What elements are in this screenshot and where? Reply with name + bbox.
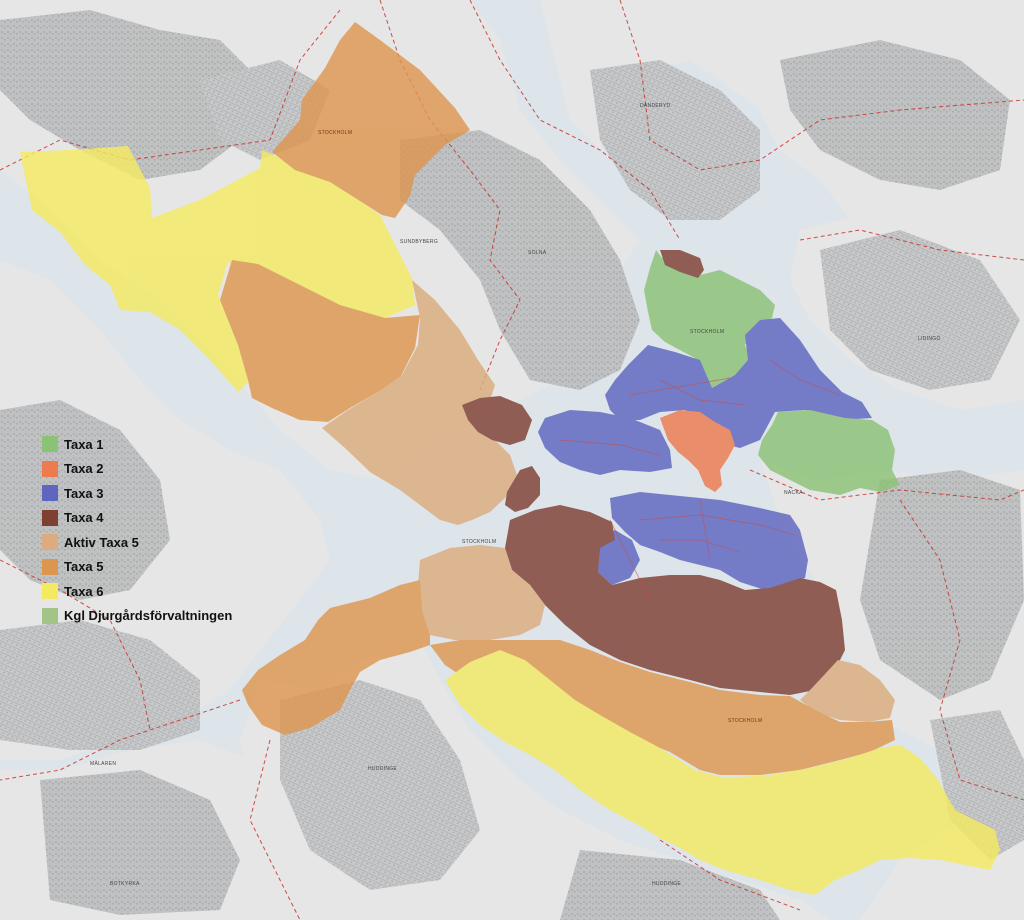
legend-item-taxa-3 <box>42 481 232 506</box>
legend-item-taxa-6 <box>42 579 232 604</box>
legend-swatch <box>42 485 58 501</box>
legend-swatch <box>42 510 58 526</box>
legend-label: Taxa 6 <box>64 583 104 599</box>
label-stockholm-north: STOCKHOLM <box>318 130 353 136</box>
label-solna: SOLNA <box>528 250 547 256</box>
label-botkyrka: BOTKYRKA <box>110 881 140 887</box>
legend-label: Taxa 1 <box>64 436 104 452</box>
legend-label: Aktiv Taxa 5 <box>64 534 139 550</box>
legend-swatch <box>42 583 58 599</box>
label-sundbyberg: SUNDBYBERG <box>400 239 439 245</box>
legend-swatch <box>42 461 58 477</box>
label-nacka: NACKA <box>784 490 803 496</box>
legend-label: Taxa 3 <box>64 485 104 501</box>
legend-item-aktiv-taxa-5 <box>42 530 232 555</box>
label-malaren: MÄLAREN <box>90 761 117 767</box>
label-huddinge: HUDDINGE <box>368 766 398 772</box>
legend-label: Taxa 4 <box>64 510 104 526</box>
label-lidingo: LIDINGÖ <box>918 336 941 342</box>
label-stockholm-city: STOCKHOLM <box>690 329 725 335</box>
legend-item-taxa-2 <box>42 457 232 482</box>
label-danderyd: DANDERYD <box>640 103 671 109</box>
label-huddinge-south: HUDDINGE <box>652 881 682 887</box>
legend-item-taxa-5 <box>42 555 232 580</box>
legend-item-taxa-1 <box>42 432 232 457</box>
legend-item-kgl-djurgardsforvaltningen <box>42 604 232 629</box>
label-stockholm-center: STOCKHOLM <box>462 539 497 545</box>
label-stockholm-south: STOCKHOLM <box>728 718 763 724</box>
legend-swatch <box>42 534 58 550</box>
legend-swatch <box>42 436 58 452</box>
legend-label: Kgl Djurgårdsförvaltningen <box>64 608 233 624</box>
legend-item-taxa-4 <box>42 506 232 531</box>
legend-swatch <box>42 559 58 575</box>
legend-label: Taxa 2 <box>64 461 104 477</box>
legend-label: Taxa 5 <box>64 559 104 575</box>
legend-swatch <box>42 608 58 624</box>
map-legend <box>42 432 232 628</box>
